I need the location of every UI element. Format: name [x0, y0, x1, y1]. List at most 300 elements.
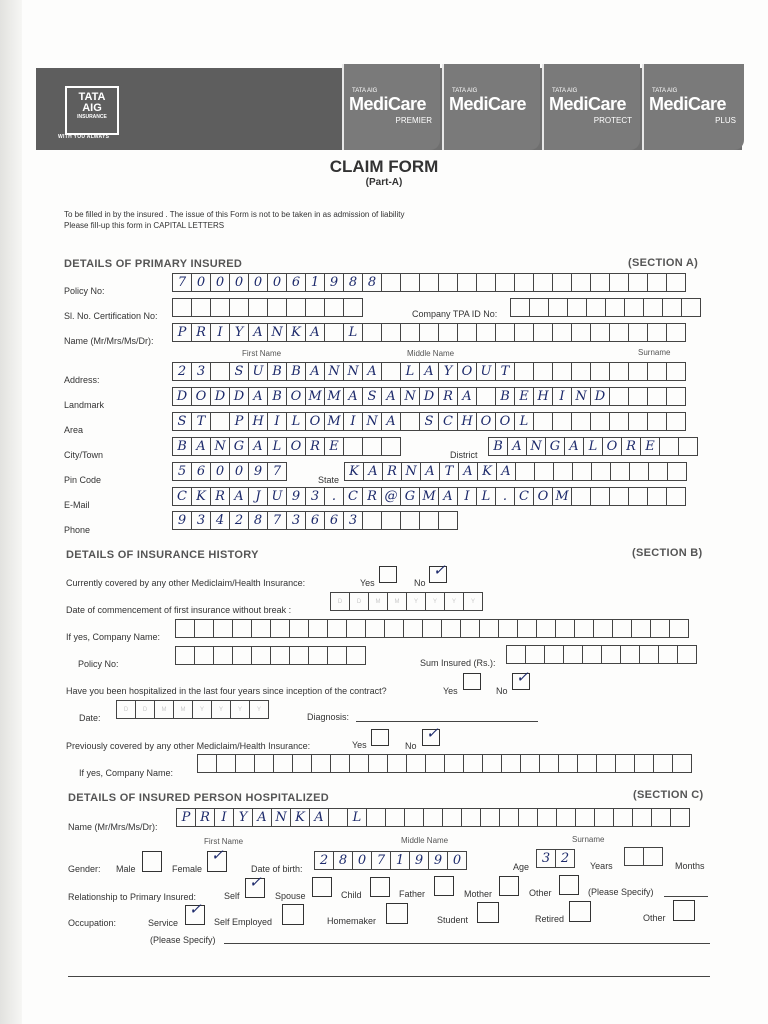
name-field-box	[400, 323, 420, 342]
company-name-field-2-box	[501, 754, 521, 773]
phone-field-box: 6	[305, 511, 325, 530]
email-field-box: R	[210, 487, 230, 506]
company-name-field-box	[441, 619, 461, 638]
self-employed-checkbox[interactable]	[282, 904, 304, 925]
policy-no-field-box: 7	[172, 273, 192, 292]
email-field-box	[628, 487, 648, 506]
address-field-box	[647, 362, 667, 381]
area-field-box: L	[514, 412, 534, 431]
patient-name-field-box: Y	[233, 808, 253, 827]
dob-field-box: 2	[314, 851, 334, 870]
female-checkbox[interactable]	[207, 846, 227, 872]
company-name-field-2-box	[672, 754, 692, 773]
policy-no-field-box	[609, 273, 629, 292]
sum-insured-label: Sum Insured (Rs.):	[420, 658, 496, 668]
tpa-id-field-box	[662, 298, 682, 317]
occupation-specify-line[interactable]	[224, 943, 710, 944]
address-field-box	[210, 362, 230, 381]
diagnosis-line[interactable]	[356, 721, 538, 722]
spouse-checkbox[interactable]	[312, 877, 332, 897]
address-field-box: 2	[172, 362, 192, 381]
history-policy-field-box	[251, 646, 271, 665]
sum-insured-field-box	[582, 645, 602, 664]
dob-field-box: 8	[333, 851, 353, 870]
state-field-box	[534, 462, 554, 481]
sum-insured-field-box	[677, 645, 697, 664]
pin-code-field-box: 0	[210, 462, 230, 481]
area-field-box: H	[457, 412, 477, 431]
policy-no-field-box	[590, 273, 610, 292]
company-name-field-2[interactable]	[197, 754, 691, 773]
pin-code-label: Pin Code	[64, 475, 102, 485]
company-name-field-2-box	[235, 754, 255, 773]
instruction-liability: To be filled in by the insured . The issue of this Form is not to be taken in as admission of liability	[64, 210, 405, 219]
retired-checkbox[interactable]	[569, 901, 591, 922]
certification-no-field-box	[324, 298, 344, 317]
company-name-label-2: If yes, Company Name:	[79, 768, 174, 778]
state-field-box	[515, 462, 535, 481]
company-name-field-2-box	[482, 754, 502, 773]
other-label: Other	[529, 888, 552, 898]
policy-no-field-box: 9	[324, 273, 344, 292]
email-field-box: C	[514, 487, 534, 506]
address-field-box: U	[476, 362, 496, 381]
landmark-field-box: N	[571, 387, 591, 406]
name-field-box	[514, 323, 534, 342]
certification-no-field-box	[172, 298, 192, 317]
email-field-box	[666, 487, 686, 506]
history-policy-label: Policy No:	[78, 659, 119, 669]
address-field-box	[552, 362, 572, 381]
email-field-box: J	[248, 487, 268, 506]
company-name-field-box	[327, 619, 347, 638]
self-label: Self	[224, 891, 240, 901]
state-field-box	[648, 462, 668, 481]
company-name-field-2-box	[539, 754, 559, 773]
address-label: Address:	[64, 375, 100, 385]
name-field-box	[324, 323, 344, 342]
area-field-box	[609, 412, 629, 431]
sum-insured-field-box	[639, 645, 659, 664]
address-field-box	[571, 362, 591, 381]
months-field[interactable]	[624, 847, 662, 866]
name-field-box	[362, 323, 382, 342]
state-field-box	[610, 462, 630, 481]
previous-no-tick: ✓	[426, 724, 439, 742]
pin-code-field[interactable]	[172, 462, 286, 481]
sum-insured-field-box	[506, 645, 526, 664]
sum-insured-field-box	[525, 645, 545, 664]
area-field-box: H	[248, 412, 268, 431]
name-field-box	[628, 323, 648, 342]
history-policy-field-box	[327, 646, 347, 665]
patient-name-field-box	[575, 808, 595, 827]
landmark-field-box: D	[590, 387, 610, 406]
patient-name-field-box	[480, 808, 500, 827]
current-yes-label: Yes	[360, 578, 375, 588]
phone-field-box	[381, 511, 401, 530]
area-field-box	[552, 412, 572, 431]
address-field-box	[609, 362, 629, 381]
tpa-id-field-box	[567, 298, 587, 317]
landmark-field-box	[476, 387, 496, 406]
age-field[interactable]	[536, 849, 574, 868]
city-field-box: A	[191, 437, 211, 456]
homemaker-checkbox[interactable]	[386, 903, 408, 924]
student-label: Student	[437, 915, 469, 925]
commencement-date-field-box: M	[387, 592, 407, 611]
email-field-box: O	[533, 487, 553, 506]
district-field[interactable]	[488, 437, 697, 456]
district-field-box: A	[564, 437, 584, 456]
logo-tagline: WITH YOU ALWAYS	[58, 134, 110, 140]
company-name-field-box	[270, 619, 290, 638]
landmark-field-box: M	[305, 387, 325, 406]
self-employed-label: Self Employed	[214, 917, 273, 927]
sum-insured-field[interactable]	[506, 645, 696, 664]
area-field-box: M	[324, 412, 344, 431]
history-policy-field-box	[289, 646, 309, 665]
company-name-field-2-box	[368, 754, 388, 773]
patient-name-field-box	[556, 808, 576, 827]
name-field-box	[609, 323, 629, 342]
retired-label: Retired	[535, 914, 565, 924]
mother-label: Mother	[464, 889, 493, 899]
phone-field-box: 3	[286, 511, 306, 530]
email-field-box: L	[476, 487, 496, 506]
commencement-date-field-box: Y	[463, 592, 483, 611]
policy-no-field-box: 8	[362, 273, 382, 292]
certification-no-field-box	[191, 298, 211, 317]
company-name-field-2-box	[330, 754, 350, 773]
history-policy-field-box	[308, 646, 328, 665]
company-name-field-2-box	[216, 754, 236, 773]
area-label: Area	[64, 425, 84, 435]
company-name-field-2-box	[444, 754, 464, 773]
form-subtitle: (Part-A)	[365, 177, 403, 188]
tpa-id-field[interactable]	[510, 298, 700, 317]
months-field-box	[624, 847, 644, 866]
address-field-box: B	[267, 362, 287, 381]
previous-yes-checkbox[interactable]	[371, 729, 389, 746]
dob-field-box: 0	[352, 851, 372, 870]
city-label: City/Town	[64, 450, 104, 460]
phone-field-box: 7	[267, 511, 287, 530]
gender-label: Gender:	[68, 864, 101, 874]
spouse-label: Spouse	[275, 891, 306, 901]
section-b-title: DETAILS OF INSURANCE HISTORY	[66, 549, 259, 561]
phone-field-box	[438, 511, 458, 530]
instruction-capitals: Please fill-up this form in CAPITAL LETTERS	[64, 221, 225, 230]
policy-no-field-box	[514, 273, 534, 292]
previous-no-checkbox[interactable]	[422, 724, 440, 746]
address-field-box: Y	[438, 362, 458, 381]
city-field-box: E	[324, 437, 344, 456]
company-name-field-box	[555, 619, 575, 638]
dob-field[interactable]	[314, 851, 466, 870]
district-field-box: A	[507, 437, 527, 456]
landmark-field-box: N	[400, 387, 420, 406]
company-name-field-2-box	[520, 754, 540, 773]
company-name-field-box	[669, 619, 689, 638]
patient-name-field-box	[404, 808, 424, 827]
certification-no-field[interactable]	[172, 298, 362, 317]
address-field-box: O	[457, 362, 477, 381]
phone-field-box: 3	[191, 511, 211, 530]
address-field-box	[514, 362, 534, 381]
email-field-box: C	[343, 487, 363, 506]
policy-no-field-box	[438, 273, 458, 292]
patient-name-field-box: I	[214, 808, 234, 827]
self-tick: ✓	[249, 873, 262, 891]
name-field-box: A	[305, 323, 325, 342]
certification-no-field-box	[305, 298, 325, 317]
hospitalized-date-field-box: D	[135, 700, 155, 719]
company-name-field-box	[213, 619, 233, 638]
sum-insured-field-box	[620, 645, 640, 664]
phone-field-box: 2	[229, 511, 249, 530]
company-name-field-box	[308, 619, 328, 638]
policy-no-field-box: 0	[229, 273, 249, 292]
patient-middle-name-caption: Middle Name	[401, 836, 449, 845]
commencement-date-field-box: Y	[406, 592, 426, 611]
state-field-box	[667, 462, 687, 481]
female-tick: ✓	[211, 846, 224, 864]
area-field-box	[400, 412, 420, 431]
landmark-field-box: S	[362, 387, 382, 406]
email-field-box: @	[381, 487, 401, 506]
hospitalized-date-label: Date:	[79, 713, 101, 723]
history-policy-field-box	[194, 646, 214, 665]
landmark-field-box: D	[229, 387, 249, 406]
middle-name-caption: Middle Name	[407, 349, 455, 358]
policy-no-field-box: 8	[343, 273, 363, 292]
bottom-rule	[68, 976, 710, 977]
months-label: Months	[675, 861, 705, 871]
company-name-field-2-box	[615, 754, 635, 773]
sum-insured-field-box	[658, 645, 678, 664]
certification-no-field-box	[248, 298, 268, 317]
policy-no-field[interactable]	[172, 273, 685, 292]
surname-caption: Surname	[638, 348, 671, 357]
patient-name-field-box	[366, 808, 386, 827]
section-c-title: DETAILS OF INSURED PERSON HOSPITALIZED	[68, 792, 329, 804]
name-field[interactable]	[172, 323, 685, 342]
landmark-field-box	[666, 387, 686, 406]
area-field[interactable]	[172, 412, 685, 431]
email-field-box: A	[229, 487, 249, 506]
phone-field-box	[362, 511, 382, 530]
area-field-box	[210, 412, 230, 431]
state-field-box	[553, 462, 573, 481]
name-label: Name (Mr/Mrs/Ms/Dr):	[64, 336, 154, 346]
current-yes-checkbox[interactable]	[379, 566, 397, 583]
patient-name-field-box: L	[347, 808, 367, 827]
company-name-field-box	[498, 619, 518, 638]
area-field-box: P	[229, 412, 249, 431]
patient-name-field-box	[499, 808, 519, 827]
previous-no-label: No	[405, 741, 417, 751]
name-field-box	[666, 323, 686, 342]
hospitalized-date-field-box: M	[154, 700, 174, 719]
state-field-box: N	[401, 462, 421, 481]
landmark-field-box: O	[286, 387, 306, 406]
company-name-field[interactable]	[175, 619, 688, 638]
email-field-box: 3	[305, 487, 325, 506]
state-field-box: A	[363, 462, 383, 481]
name-field-box	[438, 323, 458, 342]
relationship-specify-line[interactable]	[664, 896, 708, 897]
city-field-box: N	[210, 437, 230, 456]
service-checkbox[interactable]	[185, 900, 205, 925]
self-checkbox[interactable]	[245, 873, 265, 898]
company-name-field-box	[384, 619, 404, 638]
product-tab-plus: TATA AIG MediCare PLUS	[642, 64, 744, 150]
section-a-tag: (SECTION A)	[628, 257, 699, 269]
district-field-box: R	[621, 437, 641, 456]
state-field-box: K	[477, 462, 497, 481]
area-field-box: N	[362, 412, 382, 431]
hospitalized-no-checkbox[interactable]	[512, 668, 530, 690]
landmark-field[interactable]	[172, 387, 685, 406]
patient-name-field-box	[423, 808, 443, 827]
address-field-box: A	[362, 362, 382, 381]
patient-name-field[interactable]	[176, 808, 689, 827]
product-tab-medicare: TATA AIG MediCare	[442, 64, 540, 150]
history-policy-field-box	[175, 646, 195, 665]
name-field-box	[457, 323, 477, 342]
landmark-field-box: D	[210, 387, 230, 406]
phone-field-box: 6	[324, 511, 344, 530]
policy-no-field-box: 0	[267, 273, 287, 292]
email-field-box: I	[457, 487, 477, 506]
patient-name-field-box: N	[271, 808, 291, 827]
company-name-field-box	[593, 619, 613, 638]
area-field-box	[647, 412, 667, 431]
company-name-field-box	[631, 619, 651, 638]
company-name-field-box	[479, 619, 499, 638]
address-field-box: B	[286, 362, 306, 381]
policy-no-field-box	[495, 273, 515, 292]
area-field-box: I	[267, 412, 287, 431]
patient-name-field-box	[632, 808, 652, 827]
dob-field-box: 0	[447, 851, 467, 870]
hospitalized-yes-checkbox[interactable]	[463, 673, 481, 690]
mother-checkbox[interactable]	[499, 876, 519, 896]
male-label: Male	[116, 864, 136, 874]
father-checkbox[interactable]	[434, 876, 454, 896]
area-field-box	[628, 412, 648, 431]
previous-coverage-question: Previously covered by any other Mediclaim/Health Insurance:	[66, 741, 311, 751]
hospitalized-question: Have you been hospitalized in the last four years since inception of the contract?	[66, 686, 387, 696]
occupation-other-checkbox[interactable]	[673, 900, 695, 921]
age-field-box: 2	[555, 849, 575, 868]
tpa-id-field-box	[529, 298, 549, 317]
policy-no-field-box	[571, 273, 591, 292]
district-field-box: L	[583, 437, 603, 456]
other-checkbox[interactable]	[559, 875, 579, 895]
certification-no-field-box	[229, 298, 249, 317]
patient-surname-caption: Surname	[572, 835, 605, 844]
tpa-id-field-box	[586, 298, 606, 317]
current-no-tick: ✓	[433, 561, 446, 579]
address-field-box	[381, 362, 401, 381]
policy-no-field-box	[628, 273, 648, 292]
phone-field-box: 3	[343, 511, 363, 530]
company-name-field-box	[536, 619, 556, 638]
history-policy-field[interactable]	[175, 646, 365, 665]
area-field-box: T	[191, 412, 211, 431]
state-field[interactable]	[344, 462, 686, 481]
hospitalized-date-field-box: Y	[211, 700, 231, 719]
hospitalized-no-label: No	[496, 686, 508, 696]
city-field-box	[343, 437, 363, 456]
policy-no-field-box: 0	[248, 273, 268, 292]
patient-name-field-box: A	[252, 808, 272, 827]
child-checkbox[interactable]	[370, 877, 390, 897]
certification-no-field-box	[267, 298, 287, 317]
company-name-field-2-box	[463, 754, 483, 773]
area-field-box: S	[172, 412, 192, 431]
state-field-box	[572, 462, 592, 481]
policy-no-field-box	[647, 273, 667, 292]
company-name-field-2-box	[197, 754, 217, 773]
hospitalized-date-field[interactable]	[116, 700, 268, 719]
email-field[interactable]	[172, 487, 685, 506]
dob-field-box: 9	[409, 851, 429, 870]
company-name-field-2-box	[349, 754, 369, 773]
current-no-checkbox[interactable]	[429, 561, 447, 583]
city-field-box: R	[305, 437, 325, 456]
name-field-box	[590, 323, 610, 342]
tpa-id-field-box	[605, 298, 625, 317]
dob-field-box: 7	[371, 851, 391, 870]
address-field-box	[666, 362, 686, 381]
address-field[interactable]	[172, 362, 685, 381]
history-policy-field-box	[270, 646, 290, 665]
email-field-box: M	[419, 487, 439, 506]
patient-name-label: Name (Mr/Mrs/Ms/Dr):	[68, 822, 158, 832]
relationship-specify-label: (Please Specify)	[588, 887, 654, 897]
dob-field-box: 1	[390, 851, 410, 870]
area-field-box: C	[438, 412, 458, 431]
city-field[interactable]	[172, 437, 400, 456]
city-field-box: O	[286, 437, 306, 456]
male-checkbox[interactable]	[142, 851, 162, 872]
phone-field[interactable]	[172, 511, 457, 530]
landmark-field-box: I	[552, 387, 572, 406]
hospitalized-date-field-box: M	[173, 700, 193, 719]
address-field-box: N	[324, 362, 344, 381]
certification-no-field-box	[343, 298, 363, 317]
landmark-field-box: A	[381, 387, 401, 406]
patient-name-field-box: R	[195, 808, 215, 827]
name-field-box: N	[267, 323, 287, 342]
state-field-box: R	[382, 462, 402, 481]
commencement-date-field[interactable]	[330, 592, 482, 611]
tpa-id-field-box	[681, 298, 701, 317]
email-field-box: C	[172, 487, 192, 506]
policy-no-field-box	[457, 273, 477, 292]
email-field-box: U	[267, 487, 287, 506]
occupation-specify-label: (Please Specify)	[150, 935, 216, 945]
student-checkbox[interactable]	[477, 902, 499, 923]
product-tab-protect: TATA AIG MediCare PROTECT	[542, 64, 640, 150]
form-title: CLAIM FORM	[329, 157, 439, 176]
policy-no-field-box	[533, 273, 553, 292]
commencement-label: Date of commencement of first insurance without break :	[66, 605, 292, 615]
area-field-box: L	[286, 412, 306, 431]
